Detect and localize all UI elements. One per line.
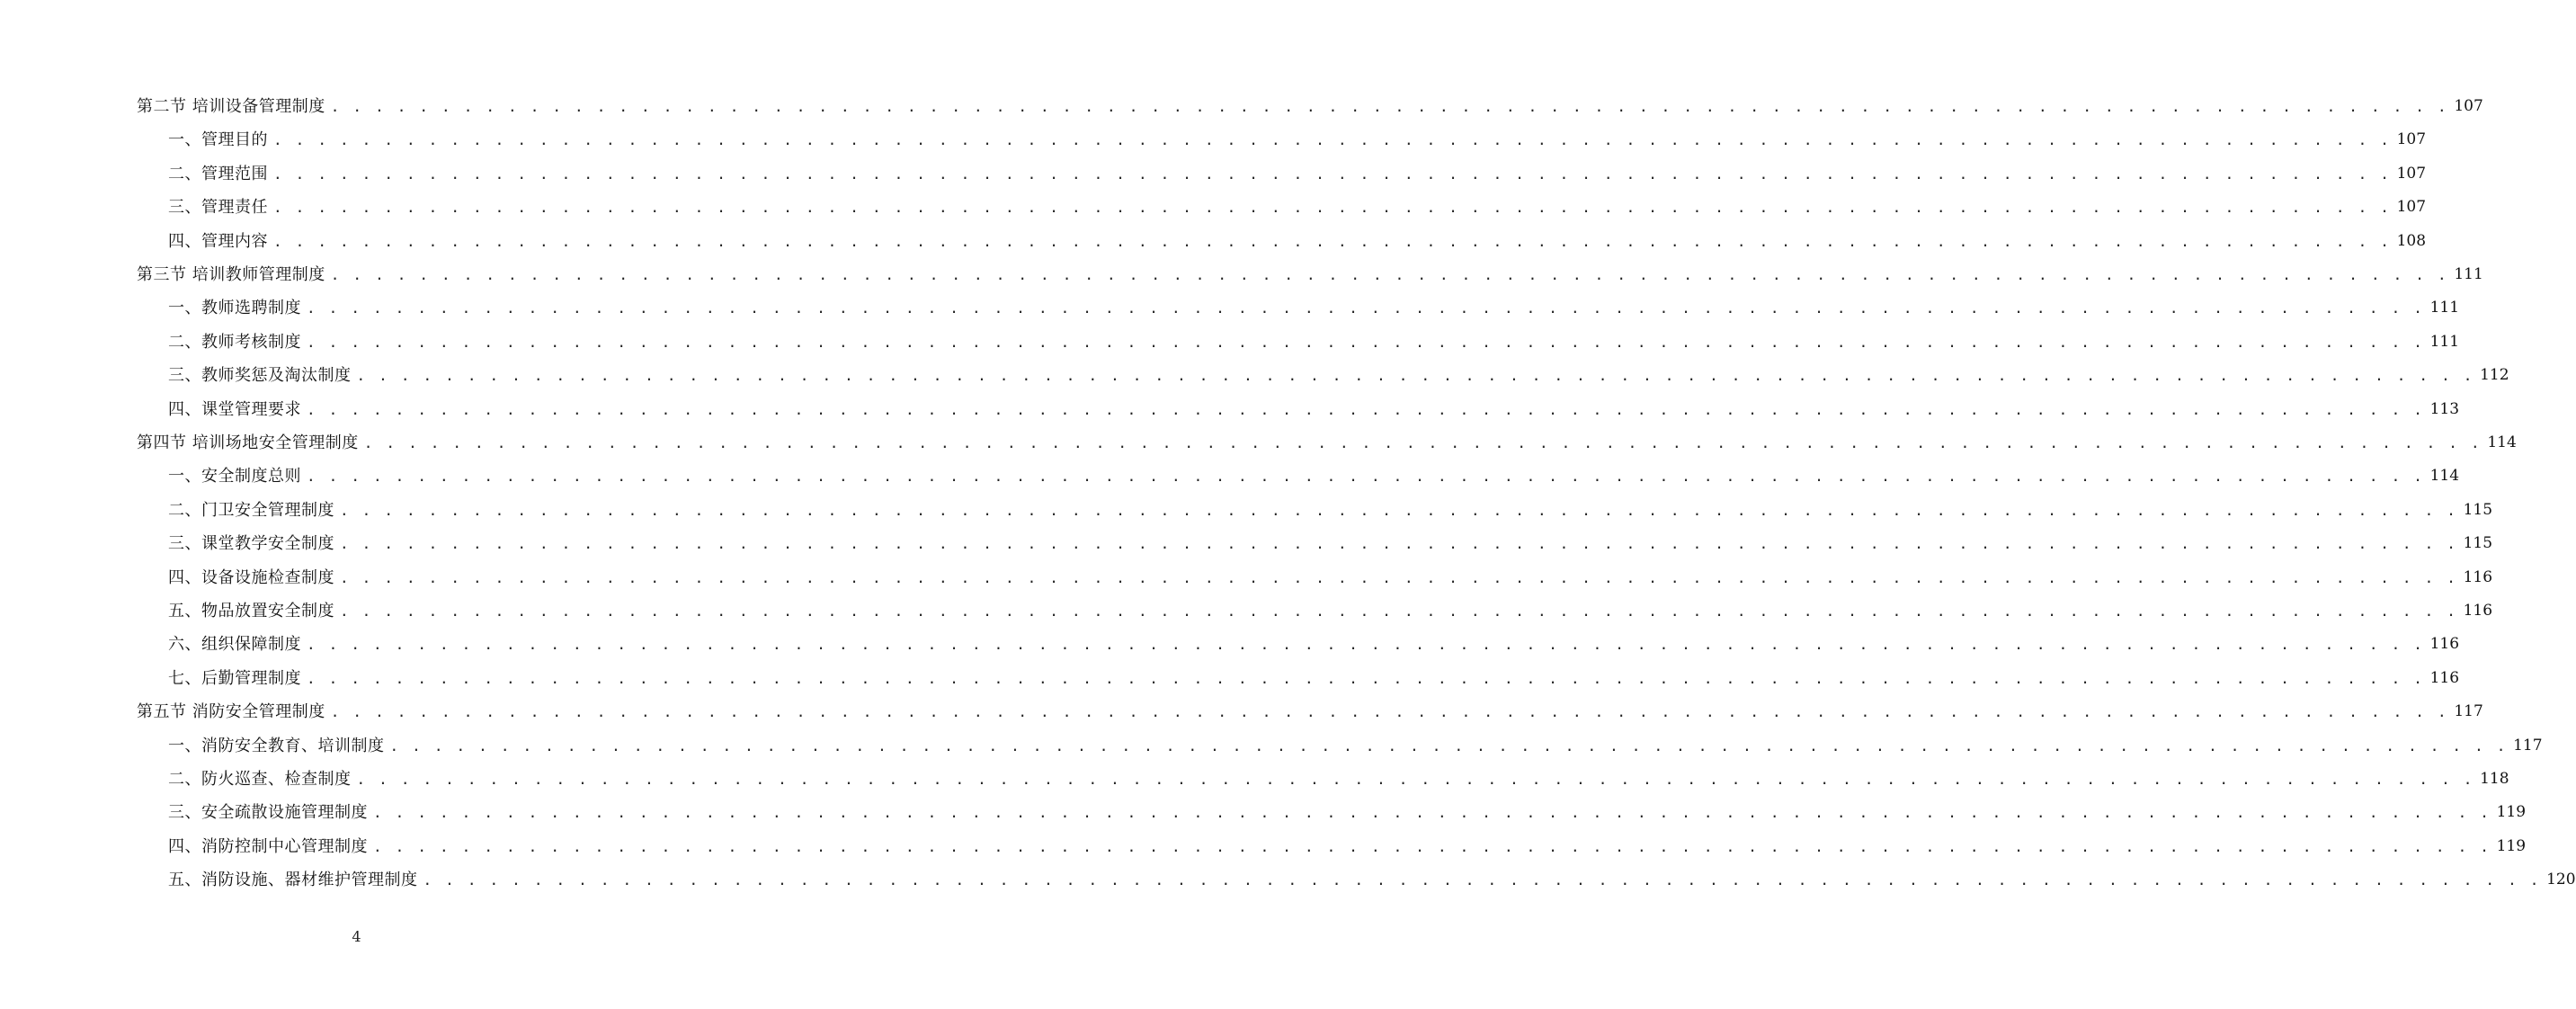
toc-subsection-entry[interactable] [168,830,2527,863]
toc-entry-page: 113 [2429,399,2460,418]
toc-entry-label: 第二节 培训设备管理制度 [137,97,325,116]
toc-entry-page: 116 [2463,602,2493,620]
toc-subsection-entry[interactable] [168,729,2543,763]
toc-subsection-entry[interactable] [168,359,2509,392]
toc-entry-page: 115 [2463,534,2493,553]
toc-subsection-entry[interactable] [168,460,2460,493]
toc-entry-page: 108 [2396,231,2427,250]
toc-dot-leader: . . . . . . . . . . . . . . . . . . . . . . . . . . . . . . . . . . . . . . . . . . . . . . . . . . . . . . . . . . . . . . . . . . . . . . . . . . . . . . . . . . . . . . . . . . . . . . . . [273,232,2392,250]
toc-subsection-entry[interactable] [168,494,2493,527]
toc-entry-label: 四、管理内容 [168,231,268,251]
toc-entry-page: 120 [2546,871,2576,889]
toc-subsection-entry[interactable] [168,662,2460,695]
toc-entry-label: 三、教师奖惩及淘汰制度 [168,366,352,386]
toc-dot-leader: . . . . . . . . . . . . . . . . . . . . . . . . . . . . . . . . . . . . . . . . . . . . . . . . . . . . . . . . . . . . . . . . . . . . . . . . . . . . . . . . . . . . . . . . . . . . . . . . [307,636,2425,654]
toc-dot-leader: . . . . . . . . . . . . . . . . . . . . . . . . . . . . . . . . . . . . . . . . . . . . . . . . . . . . . . . . . . . . . . . . . . . . . . . . . . . . . . . . . . . . . . . . . . . . . . . . [273,165,2392,183]
toc-entry-page: 119 [2496,803,2527,822]
toc-entry-page: 107 [2396,130,2427,149]
toc-dot-leader: . . . . . . . . . . . . . . . . . . . . . . . . . . . . . . . . . . . . . . . . . . . . . . . . . . . . . . . . . . . . . . . . . . . . . . . . . . . . . . . . . . . . . . . . . . . . . . . . [356,771,2475,788]
toc-entry-page: 107 [2396,198,2427,217]
toc-dot-leader: . . . . . . . . . . . . . . . . . . . . . . . . . . . . . . . . . . . . . . . . . . . . . . . . . . . . . . . . . . . . . . . . . . . . . . . . . . . . . . . . . . . . . . . . . . . . . . . . [273,199,2392,217]
toc-subsection-entry[interactable] [168,225,2427,258]
toc-dot-leader: . . . . . . . . . . . . . . . . . . . . . . . . . . . . . . . . . . . . . . . . . . . . . . . . . . . . . . . . . . . . . . . . . . . . . . . . . . . . . . . . . . . . . . . . . . . . . . . . [330,98,2449,115]
toc-entry-page: 114 [2487,433,2517,451]
toc-dot-leader: . . . . . . . . . . . . . . . . . . . . . . . . . . . . . . . . . . . . . . . . . . . . . . . . . . . . . . . . . . . . . . . . . . . . . . . . . . . . . . . . . . . . . . . . . . . . . . . . [307,669,2425,687]
toc-subsection-entry[interactable] [168,561,2493,594]
toc-subsection-entry[interactable] [168,863,2576,897]
toc-entry-label: 二、教师考核制度 [168,332,301,352]
toc-dot-leader: . . . . . . . . . . . . . . . . . . . . . . . . . . . . . . . . . . . . . . . . . . . . . . . . . . . . . . . . . . . . . . . . . . . . . . . . . . . . . . . . . . . . . . . . . . . . . . . . [340,501,2458,519]
toc-entry-label: 六、组织保障制度 [168,635,301,655]
toc-entry-label: 第三节 培训教师管理制度 [137,265,325,284]
toc-entry-label: 第四节 培训场地安全管理制度 [137,433,359,452]
toc-entry-label: 二、门卫安全管理制度 [168,500,334,520]
toc-subsection-entry[interactable] [168,326,2460,359]
toc-subsection-entry[interactable] [168,123,2427,156]
toc-subsection-entry[interactable] [168,527,2493,560]
toc-dot-leader: . . . . . . . . . . . . . . . . . . . . . . . . . . . . . . . . . . . . . . . . . . . . . . . . . . . . . . . . . . . . . . . . . . . . . . . . . . . . . . . . . . . . . . . . . . . . . . . . [307,400,2425,418]
toc-entry-page: 115 [2463,500,2493,519]
toc-entry-page: 107 [2396,164,2427,183]
toc-dot-leader: . . . . . . . . . . . . . . . . . . . . . . . . . . . . . . . . . . . . . . . . . . . . . . . . . . . . . . . . . . . . . . . . . . . . . . . . . . . . . . . . . . . . . . . . . . . . . . . . [363,434,2482,451]
page-number: 4 [352,928,361,945]
toc-entry-label: 五、物品放置安全制度 [168,602,334,621]
toc-entry-page: 118 [2480,770,2509,788]
toc-entry-label: 四、设备设施检查制度 [168,567,334,587]
toc-subsection-entry[interactable] [168,191,2427,224]
toc-entry-page: 111 [2454,265,2483,283]
toc-entry-label: 第五节 消防安全管理制度 [137,702,325,722]
toc-dot-leader: . . . . . . . . . . . . . . . . . . . . . . . . . . . . . . . . . . . . . . . . . . . . . . . . . . . . . . . . . . . . . . . . . . . . . . . . . . . . . . . . . . . . . . . . . . . . . . . . [373,837,2491,855]
toc-entry-label: 一、教师选聘制度 [168,299,301,318]
toc-dot-leader: . . . . . . . . . . . . . . . . . . . . . . . . . . . . . . . . . . . . . . . . . . . . . . . . . . . . . . . . . . . . . . . . . . . . . . . . . . . . . . . . . . . . . . . . . . . . . . . . [340,568,2458,586]
toc-dot-leader: . . . . . . . . . . . . . . . . . . . . . . . . . . . . . . . . . . . . . . . . . . . . . . . . . . . . . . . . . . . . . . . . . . . . . . . . . . . . . . . . . . . . . . . . . . . . . . . . [340,603,2458,620]
toc-entry-label: 一、安全制度总则 [168,467,301,487]
toc-entry-label: 四、消防控制中心管理制度 [168,836,368,856]
toc-entry-page: 116 [2463,567,2493,586]
toc-entry-page: 116 [2429,635,2460,654]
toc-entry-label: 二、管理范围 [168,164,268,183]
toc-entry-label: 三、管理责任 [168,198,268,218]
toc-subsection-entry[interactable] [168,628,2460,661]
toc-subsection-entry[interactable] [168,594,2493,628]
toc-dot-leader: . . . . . . . . . . . . . . . . . . . . . . . . . . . . . . . . . . . . . . . . . . . . . . . . . . . . . . . . . . . . . . . . . . . . . . . . . . . . . . . . . . . . . . . . . . . . . . . . [330,266,2449,283]
toc-section-entry[interactable] [137,90,2483,123]
toc-entry-page: 119 [2496,836,2527,855]
toc-entry-label: 七、后勤管理制度 [168,668,301,688]
toc-entry-page: 116 [2429,668,2460,687]
toc-entry-label: 三、课堂教学安全制度 [168,534,334,554]
toc-entry-page: 107 [2454,97,2483,115]
toc-dot-leader: . . . . . . . . . . . . . . . . . . . . . . . . . . . . . . . . . . . . . . . . . . . . . . . . . . . . . . . . . . . . . . . . . . . . . . . . . . . . . . . . . . . . . . . . . . . . . . . . [273,131,2392,149]
toc-entry-label: 二、防火巡查、检查制度 [168,770,352,789]
toc-dot-leader: . . . . . . . . . . . . . . . . . . . . . . . . . . . . . . . . . . . . . . . . . . . . . . . . . . . . . . . . . . . . . . . . . . . . . . . . . . . . . . . . . . . . . . . . . . . . . . . . [330,703,2449,721]
toc-subsection-entry[interactable] [168,157,2427,191]
toc-dot-leader: . . . . . . . . . . . . . . . . . . . . . . . . . . . . . . . . . . . . . . . . . . . . . . . . . . . . . . . . . . . . . . . . . . . . . . . . . . . . . . . . . . . . . . . . . . . . . . . . [307,299,2425,317]
toc-dot-leader: . . . . . . . . . . . . . . . . . . . . . . . . . . . . . . . . . . . . . . . . . . . . . . . . . . . . . . . . . . . . . . . . . . . . . . . . . . . . . . . . . . . . . . . . . . . . . . . . [423,871,2542,889]
toc-subsection-entry[interactable] [168,763,2509,796]
toc-dot-leader: . . . . . . . . . . . . . . . . . . . . . . . . . . . . . . . . . . . . . . . . . . . . . . . . . . . . . . . . . . . . . . . . . . . . . . . . . . . . . . . . . . . . . . . . . . . . . . . . [373,804,2491,822]
toc-entry-page: 112 [2480,366,2509,385]
toc-entry-label: 五、消防设施、器材维护管理制度 [168,871,418,890]
toc-dot-leader: . . . . . . . . . . . . . . . . . . . . . . . . . . . . . . . . . . . . . . . . . . . . . . . . . . . . . . . . . . . . . . . . . . . . . . . . . . . . . . . . . . . . . . . . . . . . . . . . [307,333,2425,351]
toc-entry-page: 117 [2513,736,2543,755]
toc-entry-page: 111 [2429,299,2460,317]
toc-dot-leader: . . . . . . . . . . . . . . . . . . . . . . . . . . . . . . . . . . . . . . . . . . . . . . . . . . . . . . . . . . . . . . . . . . . . . . . . . . . . . . . . . . . . . . . . . . . . . . . . [356,367,2475,385]
toc-dot-leader: . . . . . . . . . . . . . . . . . . . . . . . . . . . . . . . . . . . . . . . . . . . . . . . . . . . . . . . . . . . . . . . . . . . . . . . . . . . . . . . . . . . . . . . . . . . . . . . . [340,535,2458,553]
toc-subsection-entry[interactable] [168,796,2527,829]
toc-entry-label: 三、安全疏散设施管理制度 [168,803,368,823]
toc-entry-label: 一、消防安全教育、培训制度 [168,736,385,755]
toc-section-entry[interactable] [137,426,2517,460]
toc-entry-page: 111 [2429,332,2460,351]
toc-dot-leader: . . . . . . . . . . . . . . . . . . . . . . . . . . . . . . . . . . . . . . . . . . . . . . . . . . . . . . . . . . . . . . . . . . . . . . . . . . . . . . . . . . . . . . . . . . . . . . . . [307,468,2425,486]
toc-entry-label: 四、课堂管理要求 [168,399,301,419]
toc-entry-label: 一、管理目的 [168,130,268,150]
toc-subsection-entry[interactable] [168,291,2460,325]
toc-section-entry[interactable] [137,695,2483,728]
toc-dot-leader: . . . . . . . . . . . . . . . . . . . . . . . . . . . . . . . . . . . . . . . . . . . . . . . . . . . . . . . . . . . . . . . . . . . . . . . . . . . . . . . . . . . . . . . . . . . . . . . . [389,737,2509,755]
toc-subsection-entry[interactable] [168,393,2460,426]
toc-section-entry[interactable] [137,258,2483,291]
toc-entry-page: 114 [2429,467,2460,486]
toc-entry-page: 117 [2454,702,2483,721]
